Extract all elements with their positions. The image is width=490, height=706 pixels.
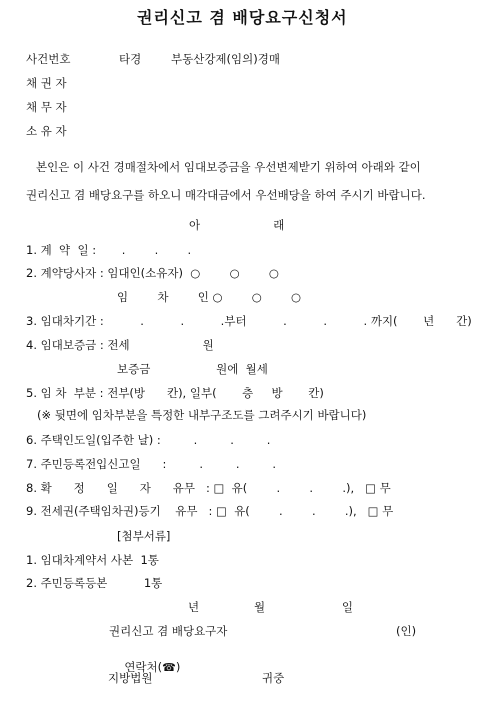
page-title: 권리신고 겸 배당요구신청서 xyxy=(137,8,348,27)
item-deposit: 4. 임대보증금 : 전세 원 xyxy=(26,338,214,352)
item-leased-part: 5. 임 차 부분 : 전부(방 칸), 일부( 층 방 칸) xyxy=(26,386,324,400)
recipient-label: 귀중 xyxy=(262,671,285,685)
signature-date: 년 월 일 xyxy=(188,600,353,614)
attachment-resident-copy: 2. 주민등록등본 1통 xyxy=(26,576,163,590)
item-move-in-date: 6. 주택인도일(입주한 날) : . . . xyxy=(26,433,271,447)
applicant-label: 권리신고 겸 배당요구자 xyxy=(109,624,228,638)
attachment-lease-copy: 1. 임대차계약서 사본 1통 xyxy=(26,553,159,567)
item-resident-registration: 7. 주민등록전입신고일 : . . . xyxy=(26,457,277,471)
contact-label: 연락처( xyxy=(124,659,163,674)
contact-end: ) xyxy=(175,659,181,674)
case-number-label: 사건번호 xyxy=(26,52,71,66)
item-contract-parties: 2. 계약당사자 : 임대인(소유자) ○ ○ ○ xyxy=(26,266,279,280)
phone-icon: ☎ xyxy=(162,660,176,674)
item-tenant: 임 차 인 ○ ○ ○ xyxy=(117,290,302,304)
debtor-label: 채 무 자 xyxy=(26,100,67,114)
item-lease-registration: 9. 전세권(주택임차권)등기 유무 : □ 유( . . .), □ 무 xyxy=(26,504,394,518)
item-lease-period: 3. 임대차기간 : . . .부터 . . . 까지( 년 간) xyxy=(26,314,472,328)
owner-label: 소 유 자 xyxy=(26,124,67,138)
body-text-line2: 권리신고 겸 배당요구를 하오니 매각대금에서 우선배당을 하여 주시기 바랍니다. xyxy=(26,188,426,202)
section-heading: 아 래 xyxy=(189,218,285,232)
item-deposit-monthly: 보증금 원에 월세 xyxy=(117,362,268,376)
court-label: 지방법원 xyxy=(108,671,153,685)
item-contract-date: 1. 계 약 일 : . . . xyxy=(26,243,192,257)
item-fixed-date: 8. 확 정 일 자 유무 : □ 유( . . .), □ 무 xyxy=(26,481,391,495)
creditor-label: 채 권 자 xyxy=(26,76,67,90)
item-note: (※ 뒷면에 임차부분을 특정한 내부구조도를 그려주시기 바랍니다) xyxy=(37,408,367,422)
contact-line xyxy=(117,650,180,673)
body-text-line1: 본인은 이 사건 경매절차에서 임대보증금을 우선변제받기 위하여 아래와 같이 xyxy=(36,160,421,174)
attachments-heading: [첨부서류] xyxy=(117,529,171,543)
case-number-value: 타경 xyxy=(119,52,142,66)
case-kind: 부동산강제(임의)경매 xyxy=(171,52,280,66)
seal-mark: (인) xyxy=(396,624,417,638)
